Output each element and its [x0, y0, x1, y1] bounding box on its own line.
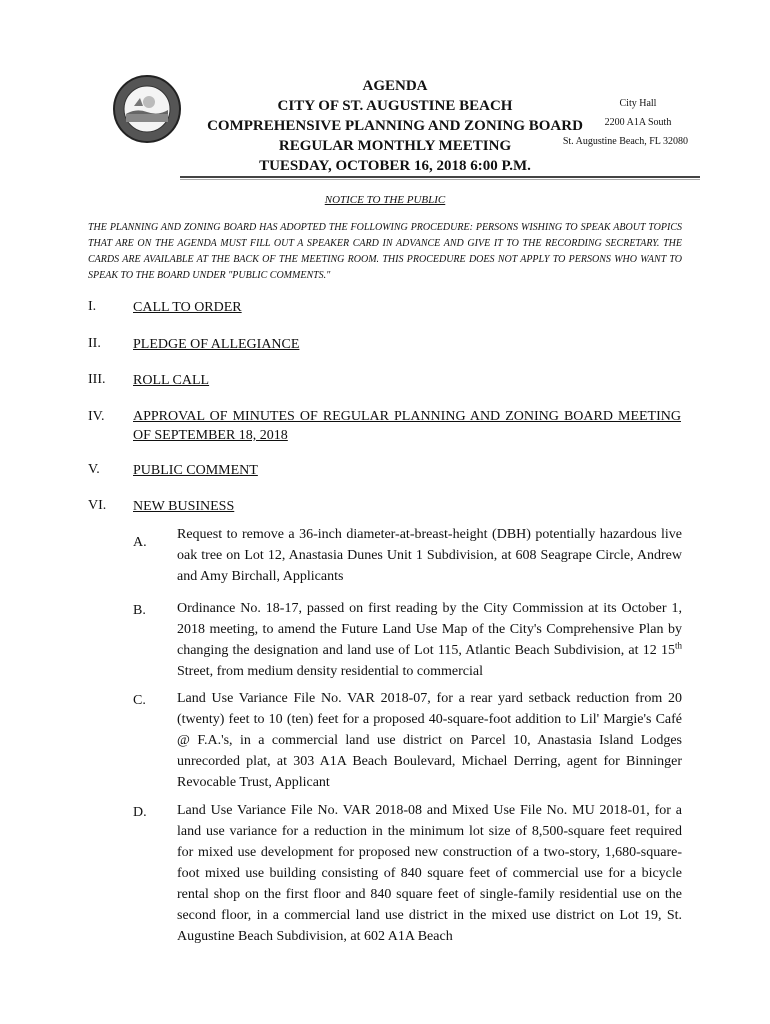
title-line-city: CITY OF ST. AUGUSTINE BEACH: [277, 98, 513, 114]
new-business-letter-c: C.: [133, 693, 146, 708]
agenda-item-pledge: PLEDGE OF ALLEGIANCE: [133, 337, 300, 352]
new-business-item-c: Land Use Variance File No. VAR 2018-07, for a rear yard setback reduction from 20 (twenty) feet to 10 (ten) feet for a proposed 40-square-foot addition to Lil' Margie's Café @ F.A.'s, in a commercial land use district on Parcel 10, Anastasia Island Lodges unrecorded plat, at 303 A1A Beach Boulevard, Michael Derring, agent for Binninger Revocable Trust, Applicant: [177, 691, 682, 790]
city-hall-address: [548, 94, 688, 151]
new-business-item-d: Land Use Variance File No. VAR 2018-08 and Mixed Use File No. MU 2018-01, for a land use variance for a reduction in the minimum lot size of 8,500-square feet required for mixed use development for proposed new construction of a two-story, 1,680-square-foot mixed use building consisting of 840 square feet of commercial use for a bicycle rental shop on the first floor and 840 square feet of single-family residential use on the second floor, in a commercial land use district in the mixed use district on Lot 19, St. Augustine Beach Subdivision, at 602 A1A Beach: [177, 803, 682, 944]
item-b-text-end: Street, from medium density residential to commercial: [177, 664, 483, 679]
title-line-date: TUESDAY, OCTOBER 16, 2018 6:00 P.M.: [259, 158, 531, 174]
new-business-item-b: [177, 598, 682, 682]
notice-body: THE PLANNING AND ZONING BOARD HAS ADOPTED THE FOLLOWING PROCEDURE: PERSONS WISHING TO SPEAK ABOUT TOPICS THAT ARE ON THE AGENDA MUST FILL OUT A SPEAKER CARD IN ADVANCE AND GIVE IT TO THE RECORDING SECRETARY. THE CARDS ARE AVAILABLE AT THE BACK OF THE MEETING ROOM. THIS PROCEDURE DOES NOT APPLY TO PERSONS WHO WANT TO SPEAK TO THE BOARD UNDER "PUBLIC COMMENTS.": [88, 222, 682, 281]
agenda-item-public-comment: PUBLIC COMMENT: [133, 463, 258, 478]
header-divider: [180, 176, 700, 178]
item-b-text-start: Ordinance No. 18-17, passed on first reading by the City Commission at its October 1, 2018 meeting, to amend the Future Land Use Map of the City's Comprehensive Plan by changing the designation and land use of Lot 115, Atlantic Beach Subdivision, at 12 15: [177, 601, 682, 658]
title-line-board: COMPREHENSIVE PLANNING AND ZONING BOARD: [207, 118, 583, 134]
city-seal-logo: [112, 74, 182, 144]
agenda-number-1: I.: [88, 299, 97, 314]
agenda-number-5: V.: [88, 462, 100, 477]
new-business-item-a: Request to remove a 36-inch diameter-at-breast-height (DBH) potentially hazardous live oak tree on Lot 12, Anastasia Dunes Unit 1 Subdivision, at 608 Seagrape Circle, Andrew and Amy Birchall, Applicants: [177, 527, 682, 584]
address-line-1: City Hall: [619, 98, 657, 109]
agenda-item-roll-call: ROLL CALL: [133, 373, 210, 388]
agenda-item-new-business: NEW BUSINESS: [133, 499, 235, 514]
new-business-letter-a: A.: [133, 535, 147, 550]
notice-title: NOTICE TO THE PUBLIC: [324, 194, 446, 206]
title-line-meeting: REGULAR MONTHLY MEETING: [278, 138, 512, 154]
agenda-number-4: IV.: [88, 409, 105, 424]
agenda-number-2: II.: [88, 336, 101, 351]
agenda-item-approval-minutes: APPROVAL OF MINUTES OF REGULAR PLANNING AND ZONING BOARD MEETING OF SEPTEMBER 18, 2018: [133, 409, 681, 443]
item-b-superscript: th: [674, 640, 682, 651]
header-divider-shadow: [180, 179, 700, 180]
new-business-letter-b: B.: [133, 603, 146, 618]
agenda-title: [190, 76, 600, 176]
agenda-number-6: VI.: [88, 498, 107, 513]
address-line-3: St. Augustine Beach, FL 32080: [562, 136, 688, 147]
agenda-number-3: III.: [88, 372, 106, 387]
agenda-item-call-to-order: CALL TO ORDER: [133, 300, 242, 315]
new-business-letter-d: D.: [133, 805, 147, 820]
title-line-agenda: AGENDA: [362, 78, 428, 94]
address-line-2: 2200 A1A South: [604, 117, 672, 128]
